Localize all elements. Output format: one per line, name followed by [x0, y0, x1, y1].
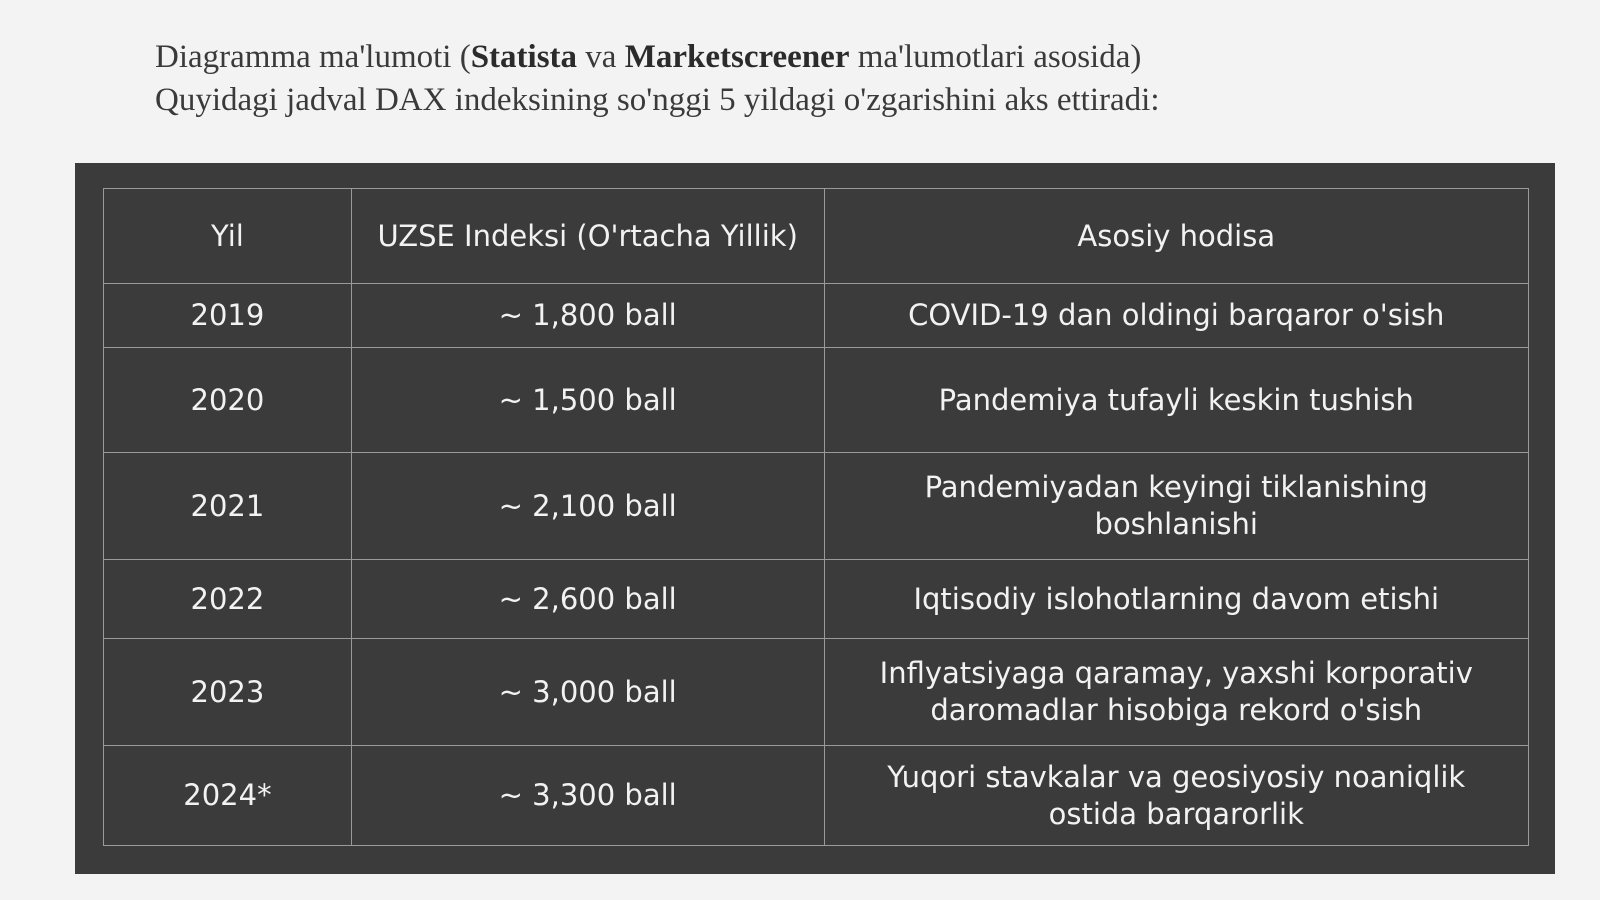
cell-index: ~ 2,100 ball — [351, 453, 824, 560]
cell-index: ~ 1,800 ball — [351, 284, 824, 348]
cell-index: ~ 2,600 ball — [351, 560, 824, 639]
cell-event: Yuqori stavkalar va geosiyosiy noaniqlik ostida barqarorlik — [824, 746, 1528, 846]
dax-table — [103, 188, 1529, 846]
table-panel — [75, 163, 1555, 874]
header-event: Asosiy hodisa — [824, 189, 1528, 284]
table-row — [104, 746, 1529, 846]
cell-index: ~ 1,500 ball — [351, 348, 824, 453]
intro-line-1-pre: Diagramma ma'lumoti ( — [155, 39, 471, 75]
cell-year: 2024* — [104, 746, 352, 846]
intro-line-1-post: ma'lumotlari asosida) — [849, 39, 1142, 75]
table-row — [104, 348, 1529, 453]
header-index: UZSE Indeksi (O'rtacha Yillik) — [351, 189, 824, 284]
cell-index: ~ 3,000 ball — [351, 639, 824, 746]
table-row — [104, 560, 1529, 639]
header-year: Yil — [104, 189, 352, 284]
source-marketscreener: Marketscreener — [624, 39, 850, 75]
table-row — [104, 284, 1529, 348]
table-row — [104, 453, 1529, 560]
intro-line-2: Quyidagi jadval DAX indeksining so'nggi 5 yildagi o'zgarishini aks ettiradi: — [155, 82, 1160, 118]
intro-text — [155, 36, 1160, 122]
cell-year: 2019 — [104, 284, 352, 348]
cell-event: Iqtisodiy islohotlarning davom etishi — [824, 560, 1528, 639]
cell-event: Inflyatsiyaga qaramay, yaxshi korporativ daromadlar hisobiga rekord o'sish — [824, 639, 1528, 746]
cell-year: 2023 — [104, 639, 352, 746]
cell-index: ~ 3,300 ball — [351, 746, 824, 846]
table-header-row — [104, 189, 1529, 284]
intro-line-1 — [155, 36, 1160, 79]
cell-year: 2022 — [104, 560, 352, 639]
cell-year: 2021 — [104, 453, 352, 560]
source-statista: Statista — [470, 39, 578, 75]
intro-line-1-mid: va — [577, 39, 625, 75]
cell-event: COVID-19 dan oldingi barqaror o'sish — [824, 284, 1528, 348]
table-row — [104, 639, 1529, 746]
cell-event: Pandemiya tufayli keskin tushish — [824, 348, 1528, 453]
cell-event: Pandemiyadan keyingi tiklanishing boshlanishi — [824, 453, 1528, 560]
cell-year: 2020 — [104, 348, 352, 453]
